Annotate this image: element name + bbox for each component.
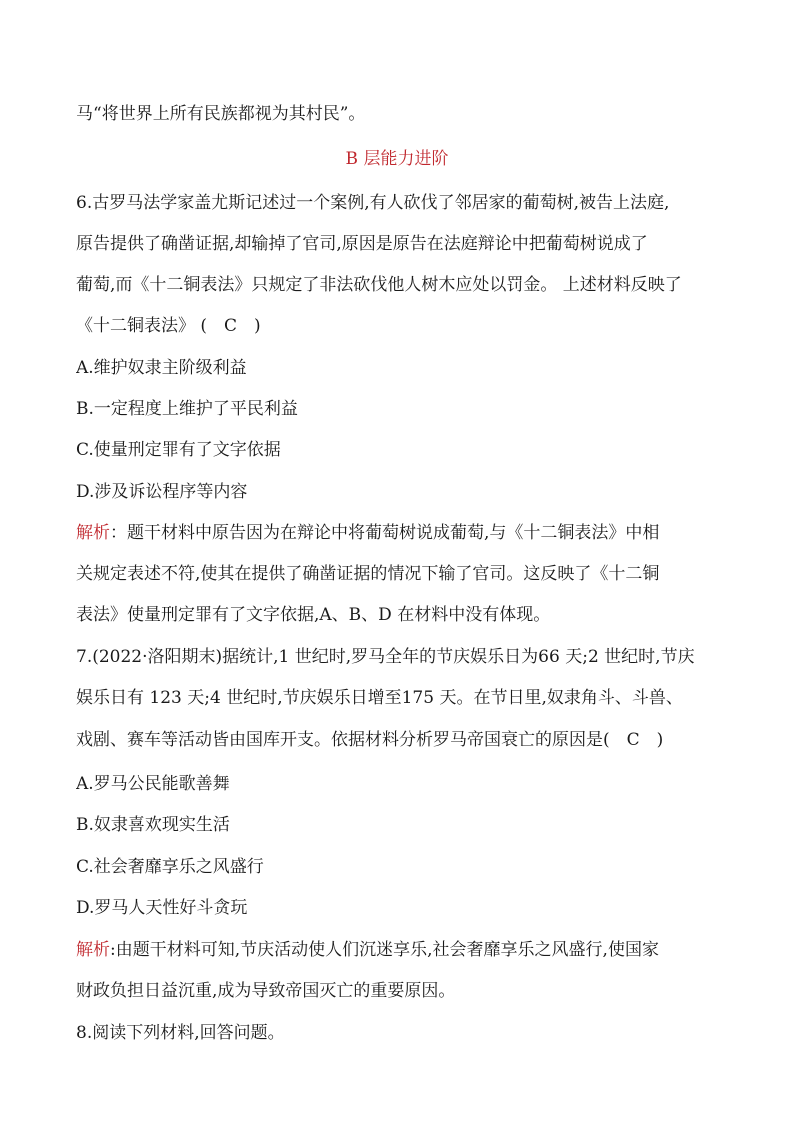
explanation-text: ：题干材料中原告因为在辩论中将葡萄树说成葡萄,与《十二铜表法》中相 xyxy=(110,523,660,543)
explanation-label: 解析 xyxy=(76,523,110,543)
explanation-label: 解析 xyxy=(76,940,110,960)
question-6-option-a: A.维护奴隶主阶级利益 xyxy=(76,358,247,378)
question-8-line-1: 8.阅读下列材料,回答问题。 xyxy=(76,1023,285,1043)
question-7-line-2: 娱乐日有 123 天;4 世纪时,节庆娱乐日增至175 天。在节日里,奴隶角斗、斗兽、 xyxy=(76,688,683,708)
question-7-option-b: B.奴隶喜欢现实生活 xyxy=(76,815,230,835)
question-6-line-3: 葡萄,而《十二铜表法》只规定了非法砍伐他人树木应处以罚金。 上述材料反映了 xyxy=(76,275,682,295)
text-line: 马“将世界上所有民族都视为其村民”。 xyxy=(76,104,366,124)
section-heading: B 层能力进阶 xyxy=(345,149,449,169)
question-7-line-3: 戏剧、赛车等活动皆由国库开支。依据材料分析罗马帝国衰亡的原因是( C ) xyxy=(76,730,664,750)
question-6-explanation-line-1 xyxy=(76,521,736,545)
question-6-option-b: B.一定程度上维护了平民利益 xyxy=(76,399,298,419)
question-6-line-4: 《十二铜表法》 ( C ) xyxy=(76,316,261,336)
question-6-explanation-line-3: 表法》使量刑定罪有了文字依据,A、B、D 在材料中没有体现。 xyxy=(76,605,551,625)
question-6-line-1: 6.古罗马法学家盖尤斯记述过一个案例,有人砍伐了邻居家的葡萄树,被告上法庭, xyxy=(76,193,670,213)
question-6-option-d: D.涉及诉讼程序等内容 xyxy=(76,482,248,502)
question-7-line-1: 7.(2022·洛阳期末)据统计,1 世纪时,罗马全年的节庆娱乐日为66 天;2 世纪时,节庆 xyxy=(76,647,695,667)
explanation-text: :由题干材料可知,节庆活动使人们沉迷享乐,社会奢靡享乐之风盛行,使国家 xyxy=(110,940,659,960)
question-7-explanation-line-1 xyxy=(76,938,736,962)
question-6-line-2: 原告提供了确凿证据,却输掉了官司,原因是原告在法庭辩论中把葡萄树说成了 xyxy=(76,234,648,254)
question-6-explanation-line-2: 关规定表述不符,使其在提供了确凿证据的情况下输了官司。这反映了《十二铜 xyxy=(76,564,660,584)
question-7-option-a: A.罗马公民能歌善舞 xyxy=(76,774,230,794)
question-7-option-d: D.罗马人天性好斗贪玩 xyxy=(76,898,248,918)
question-7-explanation-line-2: 财政负担日益沉重,成为导致帝国灭亡的重要原因。 xyxy=(76,981,456,1001)
question-6-option-c: C.使量刑定罪有了文字依据 xyxy=(76,440,281,460)
question-7-option-c: C.社会奢靡享乐之风盛行 xyxy=(76,857,264,877)
